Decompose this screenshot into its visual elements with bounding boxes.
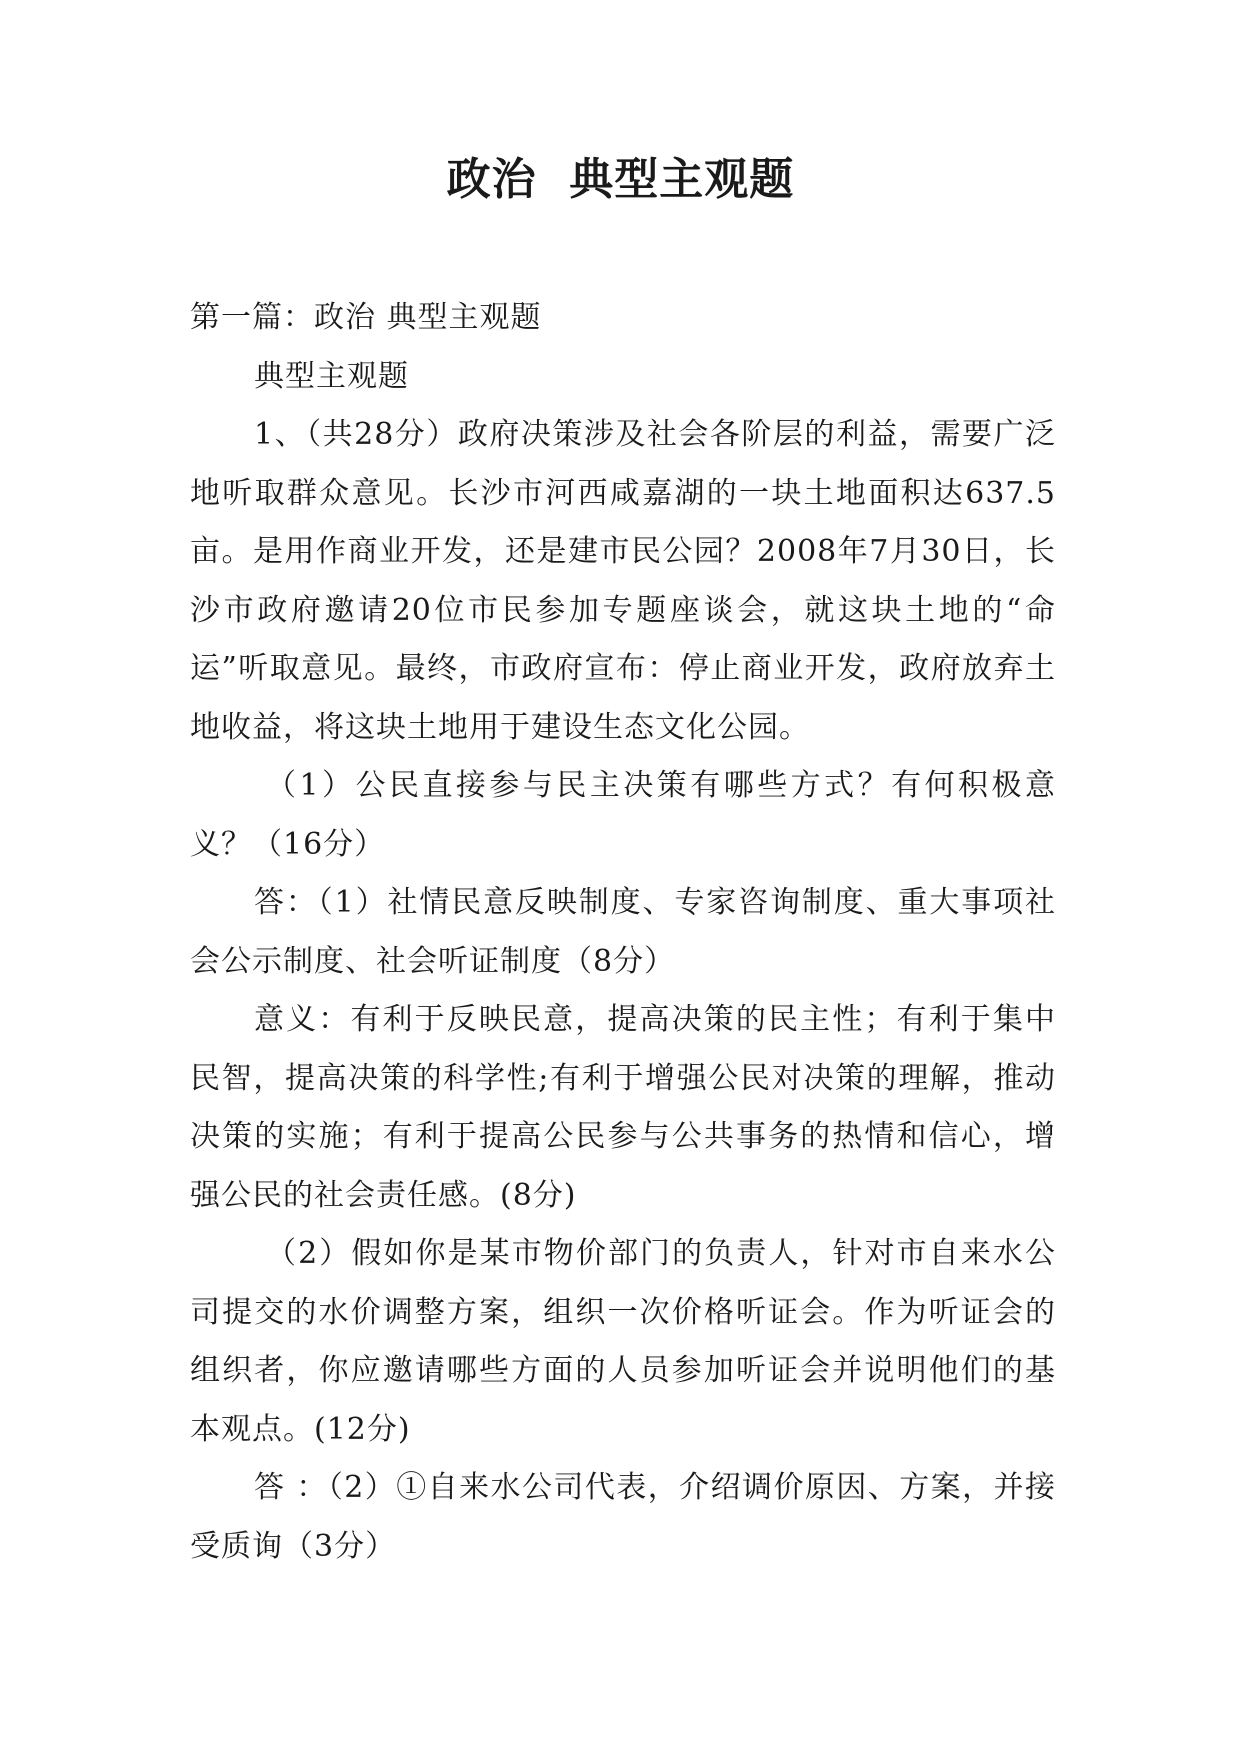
question-1-part-1: （1）公民直接参与民主决策有哪些方式？有何积极意义？（16分）: [190, 768, 1056, 862]
answer-1-part-1: 答：（1）社情民意反映制度、专家咨询制度、重大事项社会公示制度、社会听证制度（8分）: [190, 885, 1056, 979]
question-1-intro: 1、（共28分）政府决策涉及社会各阶层的利益，需要广泛地听取群众意见。长沙市河西咸嘉湖的一块土地面积达637.5亩。是用作商业开发，还是建市民公园？2008年7月30日，长沙市政府邀请20位市民参加专题座谈会，就这块土地的“命运”听取意见。最终，市政府宣布：停止商业开发，政府放弃土地收益，将这块土地用于建设生态文化公园。: [190, 417, 1056, 745]
page-title: 政治 典型主观题: [446, 154, 795, 205]
answer-1-part-2: 答 ：（2）①自来水公司代表，介绍调价原因、方案，并接受质询（3分）: [190, 1470, 1056, 1564]
answer-1-significance: 意义：有利于反映民意，提高决策的民主性；有利于集中民智，提高决策的科学性;有利于增强公民对决策的理解，推动决策的实施；有利于提高公民参与公共事务的热情和信心，增强公民的社会责任感。(8分): [190, 1002, 1056, 1213]
document-body: [190, 289, 1056, 1576]
question-1-part-2: （2）假如你是某市物价部门的负责人，针对市自来水公司提交的水价调整方案，组织一次价格听证会。作为听证会的组织者，你应邀请哪些方面的人员参加听证会并说明他们的基本观点。(12分): [190, 1236, 1056, 1447]
section-heading: 典型主观题: [254, 358, 409, 394]
chapter-heading: 第一篇：政治 典型主观题: [190, 300, 542, 335]
